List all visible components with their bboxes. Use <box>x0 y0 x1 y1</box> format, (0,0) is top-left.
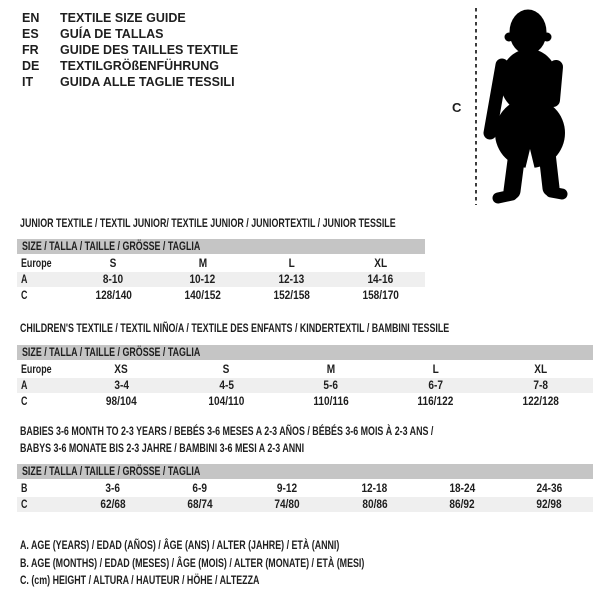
table-row <box>17 256 425 271</box>
size-cell: 116/122 <box>417 394 454 408</box>
legend-line-a: A. AGE (YEARS) / EDAD (AÑOS) / ÂGE (ANS) / ALTER (JAHRE) / ETÀ (ANNI) <box>20 538 340 552</box>
size-cell: 6-7 <box>428 378 444 392</box>
row-label: A <box>21 272 28 286</box>
table-row <box>17 362 593 377</box>
size-table-junior <box>17 239 425 304</box>
section-title-text: JUNIOR TEXTILE / TEXTIL JUNIOR/ TEXTILE JUNIOR / JUNIORTEXTIL / JUNIOR TESSILE <box>20 216 396 230</box>
language-row <box>22 42 238 58</box>
language-row <box>22 26 238 42</box>
size-cell: 104/110 <box>208 394 245 408</box>
table-row <box>17 497 593 512</box>
size-cell: M <box>326 362 336 376</box>
row-label: A <box>21 378 28 392</box>
table-header-text: SIZE / TALLA / TAILLE / GRÖSSE / TAGLIA <box>22 239 201 253</box>
language-code: IT <box>22 75 34 89</box>
table-row <box>17 288 425 303</box>
size-cell: 86/92 <box>449 497 475 511</box>
table-header-text: SIZE / TALLA / TAILLE / GRÖSSE / TAGLIA <box>22 464 201 478</box>
size-cell: XL <box>534 362 548 376</box>
size-cell: 12-18 <box>361 481 388 495</box>
language-code: DE <box>22 59 40 73</box>
legend-line-c: C. (cm) HEIGHT / ALTURA / HAUTEUR / HÖHE / ALTEZZA <box>20 573 260 587</box>
row-label: C <box>21 288 28 302</box>
size-cell: 14-16 <box>367 272 394 286</box>
size-cell: 8-10 <box>103 272 124 286</box>
size-cell: 140/152 <box>184 288 221 302</box>
size-cell: 122/128 <box>522 394 559 408</box>
size-cell: L <box>288 256 295 270</box>
row-label: Europe <box>21 362 52 376</box>
table-row <box>17 481 593 496</box>
size-cell: 158/170 <box>362 288 399 302</box>
size-cell: 98/104 <box>105 394 137 408</box>
size-cell: 12-13 <box>278 272 305 286</box>
size-cell: 128/140 <box>95 288 132 302</box>
table-header-bar <box>17 464 593 479</box>
size-cell: 5-6 <box>323 378 339 392</box>
table-row <box>17 272 425 287</box>
language-label: GUIDA ALLE TAGLIE TESSILI <box>60 75 235 89</box>
language-label: TEXTILE SIZE GUIDE <box>60 11 186 25</box>
table-header-bar <box>17 345 593 360</box>
size-cell: 62/68 <box>100 497 126 511</box>
section-title-children <box>20 321 600 335</box>
section-title-text: BABYS 3-6 MONATE BIS 2-3 JAHRE / BAMBINI 3-6 MESI A 2-3 ANNI <box>20 441 305 455</box>
table-header-bar <box>17 239 425 254</box>
section-title-babies-line2 <box>20 441 404 455</box>
section-title-text: CHILDREN'S TEXTILE / TEXTIL NIÑO/A / TEXTILE DES ENFANTS / KINDERTEXTIL / BAMBINI TESSILE <box>20 321 450 335</box>
size-cell: 3-6 <box>105 481 120 495</box>
language-code: EN <box>22 11 40 25</box>
height-measure-line <box>475 8 477 205</box>
measurement-legend <box>20 537 485 590</box>
baby-silhouette-icon <box>483 5 587 207</box>
row-label: C <box>21 497 28 511</box>
size-cell: M <box>198 256 207 270</box>
size-cell: 152/158 <box>273 288 310 302</box>
size-cell: S <box>110 256 117 270</box>
row-label: Europe <box>21 256 52 270</box>
section-title-junior <box>20 216 528 230</box>
size-cell: 92/98 <box>536 497 562 511</box>
table-header-text: SIZE / TALLA / TAILLE / GRÖSSE / TAGLIA <box>22 345 201 359</box>
section-title-babies-line1 <box>20 424 579 438</box>
size-cell: 6-9 <box>192 481 208 495</box>
language-code: ES <box>22 27 39 41</box>
language-label: TEXTILGRÖßENFÜHRUNG <box>60 59 220 73</box>
legend-line-b: B. AGE (MONTHS) / EDAD (MESES) / ÂGE (MOIS) / ALTER (MONATE) / ETÀ (MESI) <box>20 555 365 570</box>
size-cell: 3-4 <box>114 378 129 392</box>
language-row <box>22 74 238 90</box>
section-title-text: BABIES 3-6 MONTH TO 2-3 YEARS / BEBÉS 3-6 MESES A 2-3 AÑOS / BÉBÉS 3-6 MOIS À 2-3 ANS / <box>20 424 434 438</box>
size-cell: 9-12 <box>277 481 298 495</box>
size-cell: 74/80 <box>274 497 300 511</box>
size-cell: 80/86 <box>362 497 388 511</box>
table-row <box>17 378 593 393</box>
size-cell: XL <box>374 256 387 270</box>
size-cell: 110/116 <box>313 394 349 408</box>
size-cell: 10-12 <box>189 272 216 286</box>
height-label: C <box>452 100 462 115</box>
table-row <box>17 394 593 409</box>
size-cell: L <box>432 362 439 376</box>
language-label: GUÍA DE TALLAS <box>60 27 164 41</box>
language-label: GUIDE DES TAILLES TEXTILE <box>60 43 239 57</box>
row-label: B <box>21 481 28 495</box>
size-cell: XS <box>114 362 129 376</box>
language-row <box>22 10 238 26</box>
language-code: FR <box>22 43 39 57</box>
size-cell: S <box>222 362 230 376</box>
size-table-children <box>17 345 593 410</box>
language-list <box>22 10 238 90</box>
size-cell: 4-5 <box>218 378 234 392</box>
size-table-babies <box>17 464 593 513</box>
size-cell: 68/74 <box>187 497 213 511</box>
row-label: C <box>21 394 28 408</box>
size-cell: 24-36 <box>536 481 563 495</box>
size-cell: 7-8 <box>533 378 548 392</box>
language-row <box>22 58 238 74</box>
size-cell: 18-24 <box>449 481 475 495</box>
